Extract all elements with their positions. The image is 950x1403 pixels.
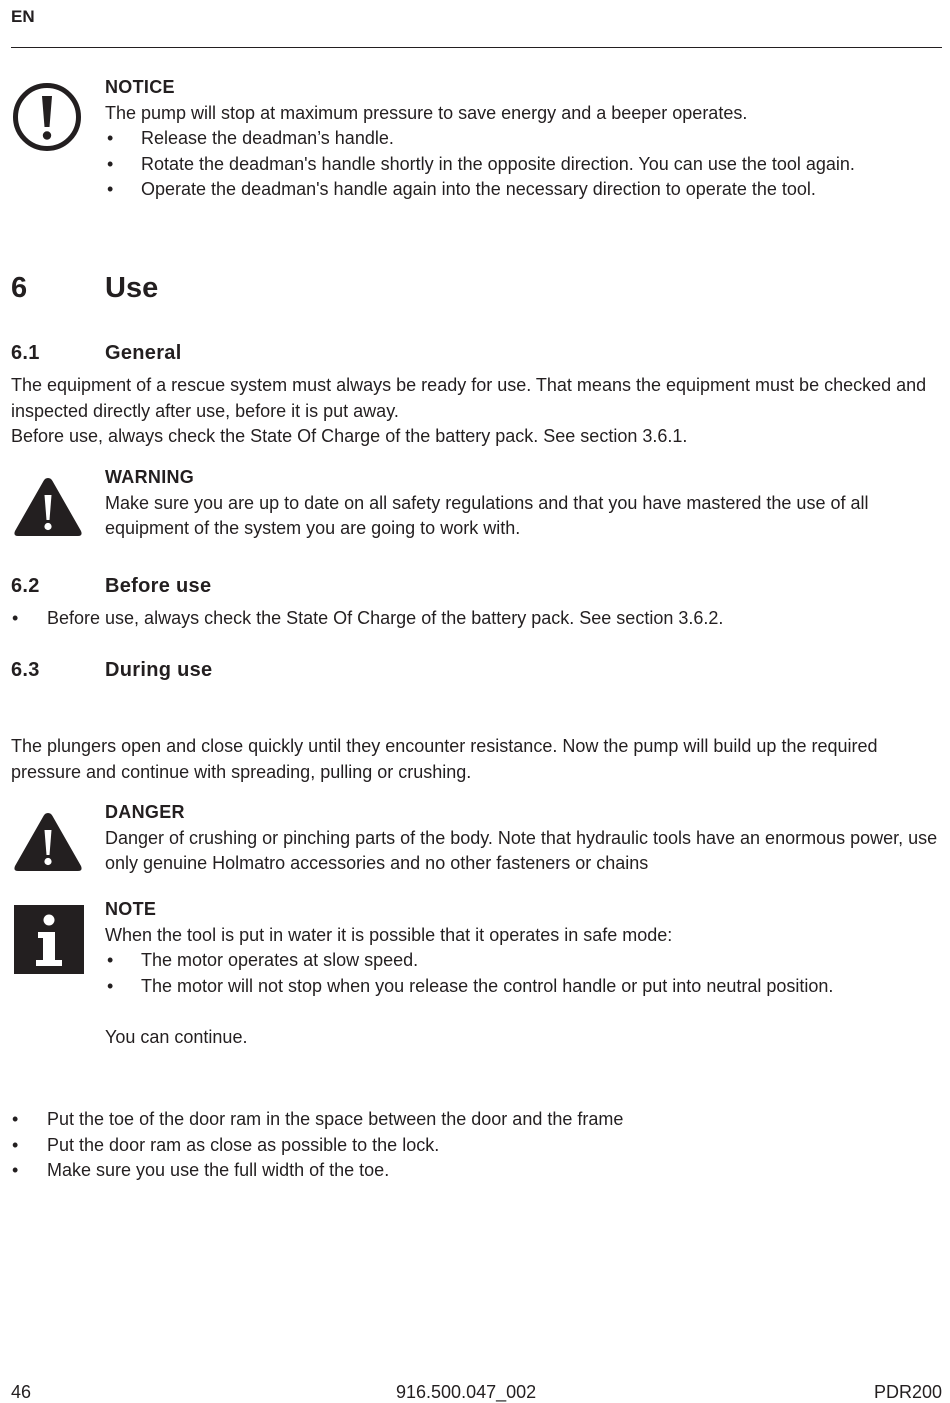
section-number: 6 bbox=[11, 272, 28, 304]
danger-block bbox=[105, 800, 940, 877]
during-use-paragraph bbox=[11, 734, 940, 785]
model-name: PDR200 bbox=[873, 1382, 942, 1402]
danger-label: DANGER bbox=[105, 802, 185, 822]
note-bullet-list bbox=[105, 948, 940, 999]
before-use-list bbox=[11, 606, 940, 632]
section-number: 6.2 bbox=[11, 575, 40, 597]
section-number: 6.1 bbox=[11, 342, 40, 364]
language-code: EN bbox=[11, 7, 35, 26]
general-text-1: The equipment of a rescue system must always be ready for use. That means the equipment must be checked and inspected directly after use, before it is put away. bbox=[11, 375, 927, 421]
general-paragraph bbox=[11, 373, 940, 450]
section-title: General bbox=[105, 342, 182, 364]
warning-triangle-icon bbox=[12, 475, 84, 544]
notice-block bbox=[105, 75, 940, 203]
general-text-2: Before use, always check the State Of Charge of the battery pack. See section 3.6.1. bbox=[11, 426, 688, 447]
warning-text: Make sure you are up to date on all safety regulations and that you have mastered the use of all equipment of the system you are going to work with. bbox=[105, 492, 869, 539]
note-text: When the tool is put in water it is possible that it operates in safe mode: bbox=[105, 924, 673, 945]
notice-text: The pump will stop at maximum pressure to save energy and a beeper operates. bbox=[105, 102, 748, 123]
section-title: Use bbox=[105, 272, 159, 304]
danger-triangle-icon bbox=[12, 810, 84, 879]
danger-text: Danger of crushing or pinching parts of the body. Note that hydraulic tools have an enormous power, use only genuine Holmatro accessories and no other fasteners or chains bbox=[105, 827, 938, 874]
list-item: • Put the toe of the door ram in the space between the door and the frame bbox=[11, 1107, 940, 1133]
section-title: Before use bbox=[105, 575, 212, 597]
list-item: • Put the door ram as close as possible to the lock. bbox=[11, 1133, 940, 1159]
page-number: 46 bbox=[11, 1382, 32, 1402]
note-block bbox=[105, 897, 940, 1051]
header-rule bbox=[11, 47, 942, 48]
list-item: • Make sure you use the full width of the toe. bbox=[11, 1158, 940, 1184]
warning-label: WARNING bbox=[105, 467, 195, 487]
section-6-heading bbox=[11, 272, 158, 305]
notice-exclamation-icon bbox=[12, 82, 82, 157]
note-label: NOTE bbox=[105, 899, 157, 919]
document-number: 916.500.047_002 bbox=[396, 1382, 537, 1402]
list-item: • Release the deadman’s handle. bbox=[105, 126, 940, 152]
warning-block bbox=[105, 465, 940, 542]
notice-label: NOTICE bbox=[105, 77, 175, 97]
section-6-3-heading bbox=[11, 659, 212, 682]
list-item: • The motor will not stop when you release the control handle or put into neutral position. bbox=[105, 974, 940, 1000]
section-number: 6.3 bbox=[11, 659, 40, 681]
door-ram-list bbox=[11, 1107, 940, 1184]
list-item: • Operate the deadman's handle again into the necessary direction to operate the tool. bbox=[105, 177, 940, 203]
spacer bbox=[105, 999, 940, 1025]
info-icon bbox=[14, 905, 84, 979]
during-use-text: The plungers open and close quickly until they encounter resistance. Now the pump will build up the required pressure and continue with spreading, pulling or crushing. bbox=[11, 736, 878, 782]
notice-bullet-list bbox=[105, 126, 940, 203]
list-item: • Before use, always check the State Of Charge of the battery pack. See section 3.6.2. bbox=[11, 606, 940, 632]
note-after-text: You can continue. bbox=[105, 1026, 248, 1047]
section-6-2-heading bbox=[11, 575, 211, 598]
section-title: During use bbox=[105, 659, 213, 681]
list-item: • Rotate the deadman's handle shortly in the opposite direction. You can use the tool again. bbox=[105, 152, 940, 178]
list-item: • The motor operates at slow speed. bbox=[105, 948, 940, 974]
section-6-1-heading bbox=[11, 342, 182, 365]
